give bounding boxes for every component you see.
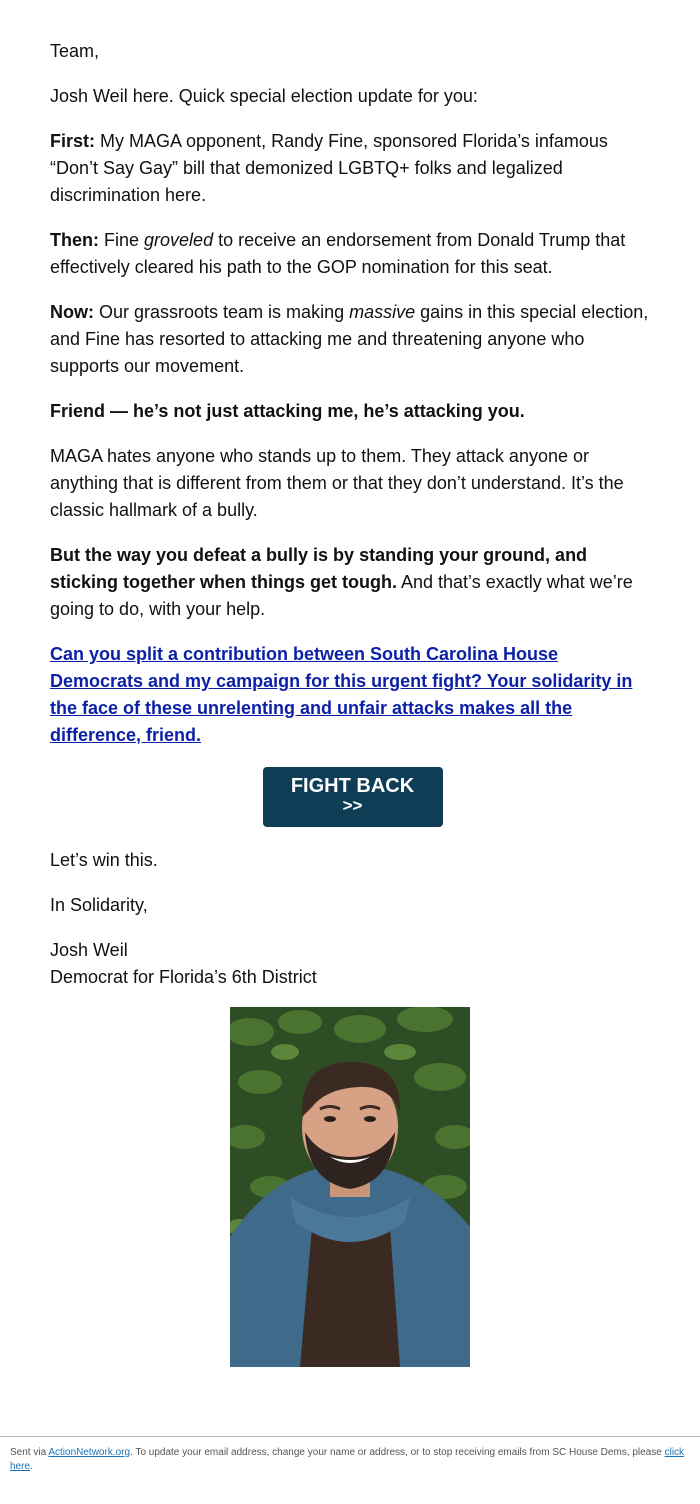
candidate-photo — [230, 1007, 470, 1367]
signature-block — [50, 847, 655, 991]
fight-back-label: FIGHT BACK — [290, 775, 415, 797]
then-emphasis: groveled — [144, 230, 214, 250]
first-paragraph — [50, 128, 655, 209]
intro-paragraph: Josh Weil here. Quick special election update for you: — [50, 86, 478, 106]
first-label: First: — [50, 131, 95, 151]
then-label: Then: — [50, 230, 99, 250]
signature — [50, 937, 655, 991]
bully-bold: But the way you defeat a bully is by standing your ground, and sticking together when things get tough. — [50, 545, 588, 592]
now-text-pre: Our grassroots team is making — [94, 302, 350, 322]
bully-rest: And that’s exactly what we’re going to do, with your help. — [50, 572, 633, 619]
email-body — [50, 38, 655, 1009]
fight-back-button[interactable] — [263, 767, 443, 827]
maga-paragraph: MAGA hates anyone who stands up to them. They attack anyone or anything that is different from them or that they don’t understand. It’s the classic hallmark of a bully. — [50, 446, 624, 520]
cta-paragraph — [50, 641, 655, 749]
actionnetwork-link[interactable]: ActionNetwork.org — [48, 1447, 131, 1458]
then-text-post: to receive an endorsement from Donald Trump that effectively cleared his path to the GOP nomination for this seat. — [50, 230, 626, 277]
footer-prefix: Sent via — [10, 1447, 49, 1458]
first-text: My MAGA opponent, Randy Fine, sponsored Florida’s infamous “Don’t Say Gay” bill that demonized LGBTQ+ folks and legalized discrimination here. — [50, 131, 608, 205]
signature-name: Josh Weil — [50, 940, 128, 960]
friend-line: Friend — he’s not just attacking me, he’s attacking you. — [50, 401, 525, 421]
unsubscribe-link[interactable]: click here — [10, 1447, 685, 1472]
chevron-right-icon: >> — [342, 796, 363, 815]
greeting: Team, — [50, 41, 100, 61]
now-paragraph — [50, 299, 655, 380]
now-label: Now: — [50, 302, 94, 322]
contribution-link[interactable]: Can you split a contribution between South Carolina House Democrats and my campaign for this urgent fight? Your solidarity in the face of these unrelenting and unfair attacks makes all the difference, friend. — [50, 644, 633, 745]
now-text-post: gains in this special election, and Fine has resorted to attacking me and threatening anyone who supports our movement. — [50, 302, 649, 376]
signature-title: Democrat for Florida’s 6th District — [50, 967, 317, 987]
bully-paragraph — [50, 542, 655, 623]
footer-suffix: . — [30, 1461, 33, 1472]
friend-paragraph — [50, 398, 655, 425]
signoff-line: In Solidarity, — [50, 895, 148, 915]
then-paragraph — [50, 227, 655, 281]
footer-middle: . To update your email address, change your name or address, or to stop receiving emails from SC House Dems, please — [130, 1447, 665, 1458]
button-wrapper — [50, 767, 655, 827]
closing-line: Let’s win this. — [50, 850, 158, 870]
candidate-photo-image — [230, 1007, 470, 1367]
email-footer — [0, 1436, 700, 1474]
now-emphasis: massive — [349, 302, 416, 322]
then-text-pre: Fine — [99, 230, 145, 250]
